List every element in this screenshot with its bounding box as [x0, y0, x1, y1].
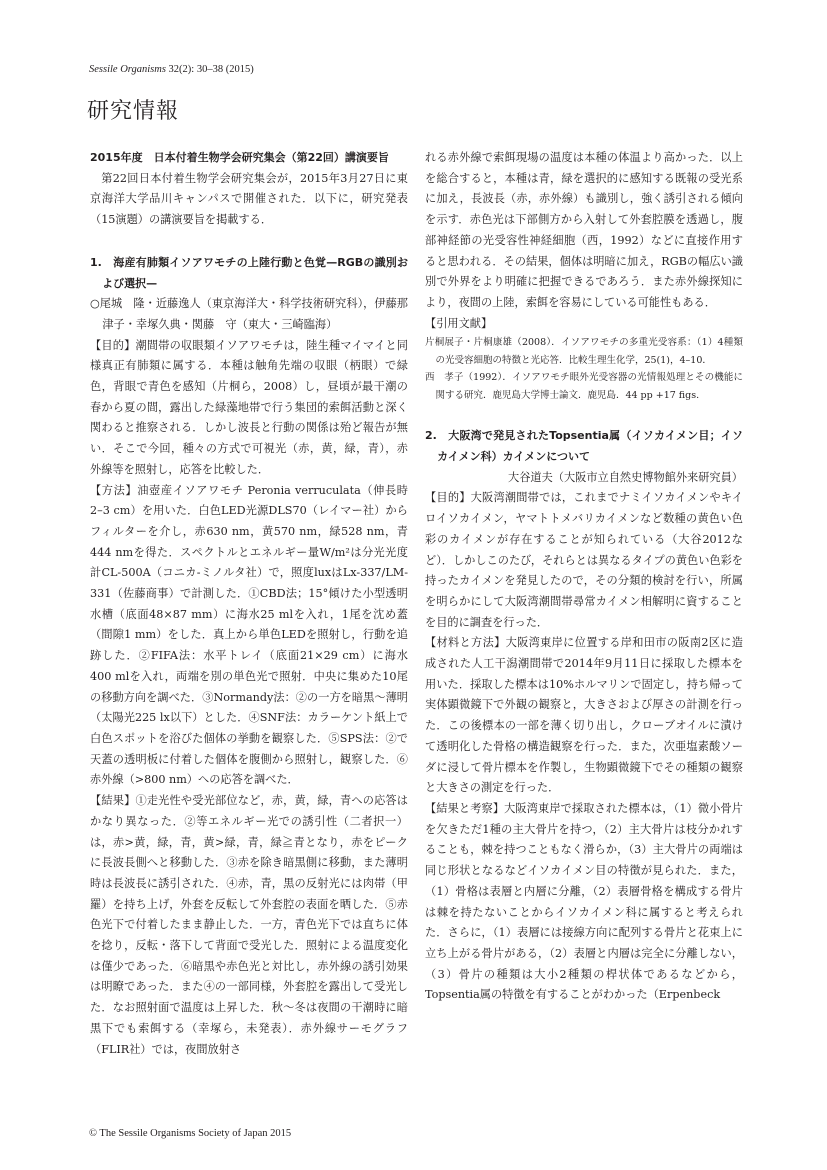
journal-volume-pages: 32(2): 30–38 (2015)	[165, 64, 254, 75]
spacer	[425, 404, 743, 426]
reference-1: 片桐展子・片桐康雄（2008）．イソアワモチの多重光受容系：（1）4種類の光受容細胞の特徴と光応答．比較生理生化学，25(1)，4–10．	[425, 337, 743, 366]
talk1-authors: ○尾城 隆・近藤逸人（東京海洋大・科学技術研究科），伊藤那津子・幸塚久典・関藤 守（東大・三崎臨海）	[90, 297, 408, 331]
talk1-results: 【結果】①走光性や受光部位など，赤，黄，緑，青への応答はかなり異なった．②等エネルギー光での誘引性（二者択一）は，赤>黄，緑，青，黄>緑，青，緑≧青となり，赤をピークに長波長側へと移動した．③赤を除き暗黒側に移動，また薄明時は長波長に誘引された．④赤，青，黒の反射光には肉帯（甲羅）を持ち上げ，外套を反転して外套腔の表面を晒した．⑤赤色光下で付着したまま静止した．一方，青色光下では直ちに体を捻り，反転・落下して背面で受光した．照射による温度変化は僅少であった．⑥暗黒や赤色光と対比し，赤外線の誘引効果は明瞭であった．また④の一部同様，外套腔を露出して受光した．なお照射面で温度は上昇した．秋〜冬は夜間の干潮時に暗黒下でも索餌する（幸塚ら，未発表）．赤外線サーモグラフ（FLIR社）では，夜間放射さ	[90, 794, 408, 1056]
talk2-materials: 【材料と方法】大阪湾東岸に位置する岸和田市の阪南2区に造成された人工干潟潮間帯で2014年9月11日に採取した標本を用いた．採取した標本は10%ホルマリンで固定し，持ち帰って実体顕微鏡下で外観の観察と，大きさおよび厚さの計測を行った．この後標本の一部を薄く切り出し，クローブオイルに漬けて透明化した骨格の構造観察を行った．また，次亜塩素酸ソーダに浸して骨片標本を作製し，生物顕微鏡下でその種類の観察と大きさの測定を行った．	[425, 636, 743, 795]
talk2-results: 【結果と考察】大阪湾東岸で採取された標本は，（1）微小骨片を欠きただ1種の主大骨片を持つ，（2）主大骨片は枝分かれすることも，棘を持つこともなく滑らか，（3）主大骨片の両端は同じ形状となるなどイソカイメン目の特徴が見られた．また，（1）骨格は表層と内層に分離，（2）表層骨格を構成する骨片は棘を持たないことからイソカイメン科に属すると考えられた．さらに，（1）表層には接線方向に配列する骨片と花束上に立ち上がる骨片がある，（2）表層と内層は完全に分離しない，（3）骨片の種類は大小2種類の桿状体であるなどから，Topsentia属の特徴を有することがわかった（Erpenbeck	[425, 801, 743, 1002]
talk2-author: 大谷道夫（大阪市立自然史博物館外来研究員）	[508, 470, 743, 484]
talk2-title: 2. 大阪湾で発見されたTopsentia属（イソカイメン目；イソカイメン科）カイメンについて	[425, 429, 743, 464]
talk1-purpose: 【目的】潮間帯の収眼類イソアワモチは，陸生種マイマイと同様真正有肺類に属する．本種は触角先端の収眼（柄眼）で緑色，背眼で青色を感知（片桐ら，2008）し，昼頃が最干潮の春から夏の間，露出した緑藻地帯で行う集団的索餌活動と深く関わると推察される．しかし波長と行動の関係は殆ど報告が無い．そこで今回，種々の方式で可視光（赤，黄，緑，青），赤外線等を照射し，応答を比較した．	[90, 338, 408, 476]
references-label: 【引用文献】	[425, 316, 493, 330]
right-column	[425, 148, 743, 1006]
talk1-title: 1. 海産有肺類イソアワモチの上陸行動と色覚—RGBの識別および選択—	[90, 255, 408, 290]
reference-2: 西 孝子（1992）．イソアワモチ眼外光受容器の光情報処理とその機能に関する研究．鹿児島大学博士論文．鹿児島．44 pp +17 figs.	[425, 372, 743, 401]
section-title: 研究情報	[87, 99, 180, 124]
journal-name: Sessile Organisms	[89, 64, 166, 75]
meeting-intro: 第22回日本付着生物学会研究集会が，2015年3月27日に東京海洋大学品川キャンパスで開催された．以下に，研究発表（15演題）の講演要旨を掲載する．	[90, 171, 408, 227]
spacer	[90, 231, 408, 253]
talk2-purpose: 【目的】大阪湾潮間帯では，これまでナミイソカイメンやキイロイソカイメン，ヤマトトメバリカイメンなど数種の黄色い色彩のカイメンが存在することが知られている（大谷2012など）．しかしこのたび，それらとは異なるタイプの黄色い色彩を持ったカイメンを発見したので，その分類的検討を行い，所属を明らかにして大阪湾潮間帯尋常カイメン相解明に資することを目的に調査を行った．	[425, 491, 743, 629]
left-column	[90, 148, 408, 1060]
copyright-footer: © The Sessile Organisms Society of Japan 2015	[89, 1128, 292, 1139]
journal-header	[89, 64, 254, 75]
talk1-method: 【方法】油壺産イソアワモチ Peronia verruculata（伸長時2–3 cm）を用いた．白色LED光源DLS70（レイマー社）からフィルターを介し，赤630 nm，黄570 nm，緑528 nm，青444 nmを得た．スペクトルとエネルギー量W/m²は分光光度計CL-500A（コニカ-ミノルタ社）で，照度luxはLx-337/LM-331（佐藤商事）で計測した．①CBD法；15°傾けた小型透明水槽（底面48×87 mm）に海水25 mlを入れ，1尾を沈め蓋（間隙1 mm）をした．真上から単色LEDを照射し，行動を追跡した．②FIFA法：水平トレイ（底面21×29 cm）に海水400 mlを入れ，両端を別の単色光で照射．中央に集めた10尾の移動方向を調べた．③Normandy法：②の一方を暗黒〜薄明（太陽光225 lx以下）とした．④SNF法：カラーケント紙上で白色スポットを浴びた個体の挙動を観察した．⑤SPS法：②で天蓋の透明板に付着した個体を腹側から照射し，観察した．⑥赤外線（>800 nm）への応答を調べた．	[90, 483, 408, 787]
talk1-continued: れる赤外線で索餌現場の温度は本種の体温より高かった．以上を総合すると，本種は青，緑を選択的に感知する既報の受光系に加え，長波長（赤，赤外線）も識別し，強く誘引される傾向を示す．赤色光は下部側方から入射して外套腔膜を透過し，腹部神経節の光受容性神経細胞（西，1992）などに直接作用すると思われる．その結果，個体は明暗に加え，RGBの幅広い識別で外界をより明確に把握できるであろう．また赤外線探知により，夜間の上陸，索餌を容易にしている可能性もある．	[425, 151, 743, 309]
meeting-title: 2015年度 日本付着生物学会研究集会（第22回）講演要旨	[90, 151, 389, 164]
